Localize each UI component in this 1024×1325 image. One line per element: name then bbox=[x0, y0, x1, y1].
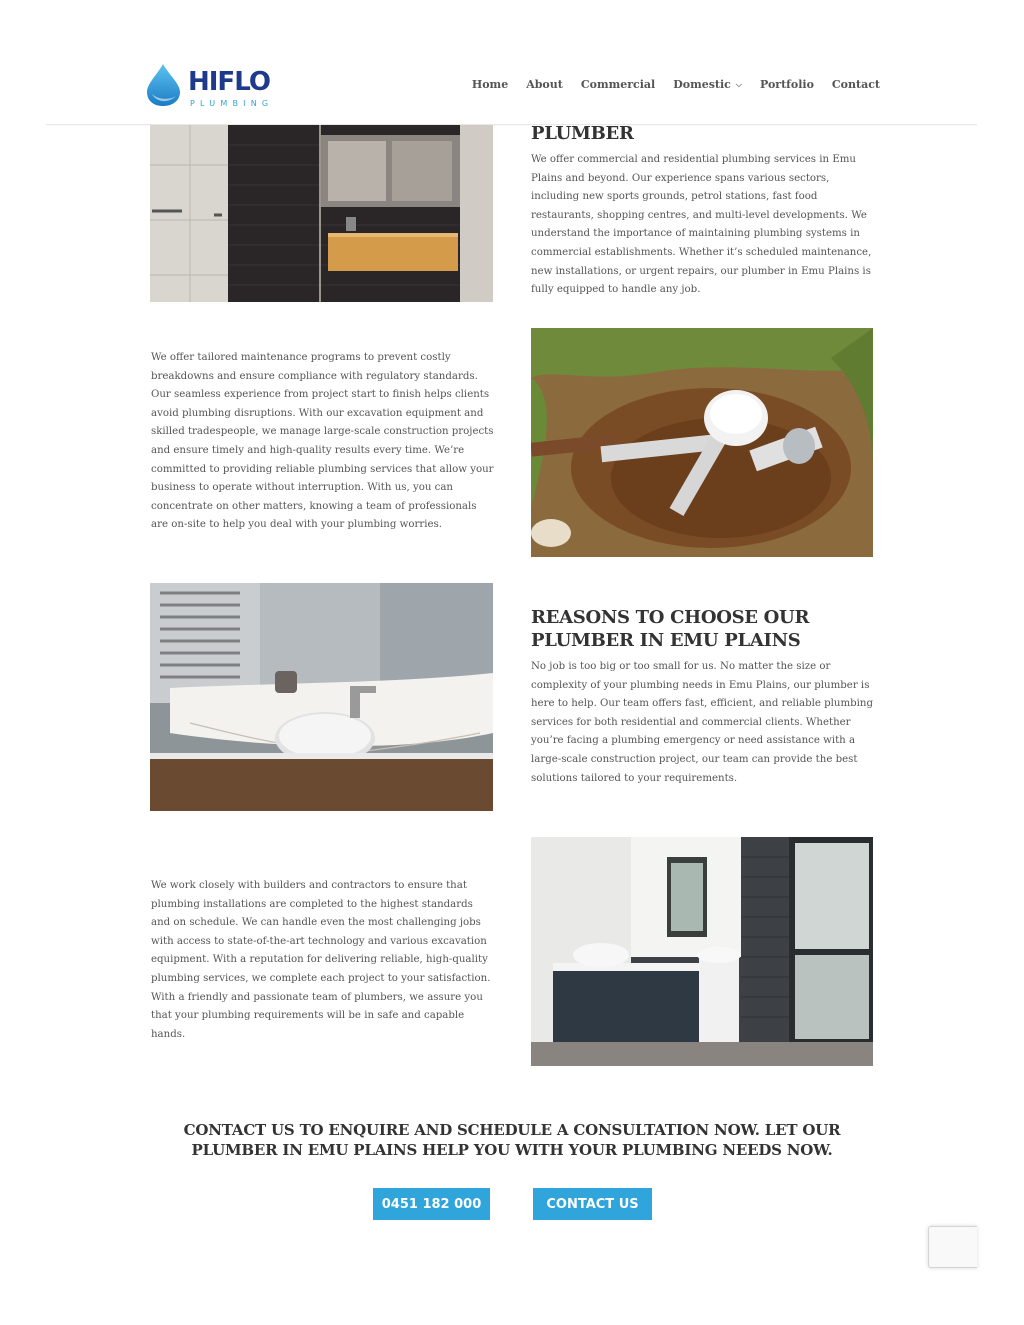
section-text-reasons: No job is too big or too small for us. No matter the size or complexity of your plumbing needs in Emu Plains, our plumber is here to help. Our team offers fast, efficient, and reliable plumbing services for both residential and commercial clients. Whether you’re facing a plumbing emergency or need assistance with a large-scale construction project, our team can provide the best solutions tailored to your requirements. bbox=[531, 661, 873, 784]
section-heading-plumber: PLUMBER bbox=[531, 123, 634, 144]
nav-domestic[interactable] bbox=[673, 78, 742, 91]
svg-text:PLUMBING: PLUMBING bbox=[190, 99, 274, 108]
section-text-maintenance: We offer tailored maintenance programs to prevent costly breakdowns and ensure compliance with regulatory standards. Our seamless experience from project start to finish helps clients avoid plumbing disruptions. With our excavation equipment and skilled tradespeople, we manage large-scale construction projects and ensure timely and high-quality results every time. We’re committed to providing reliable plumbing services that allow your business to operate without interruption. With us, you can concentrate on other matters, knowing a team of professionals are on-site to help you deal with your plumbing worries. bbox=[151, 352, 494, 531]
nav-domestic-label: Domestic bbox=[673, 78, 731, 91]
main-nav bbox=[454, 78, 880, 91]
section-text-commercial-residential: We offer commercial and residential plumbing services in Emu Plains and beyond. Our experience spans various sectors, including new sports grounds, petrol stations, fast food restaurants, shopping centres, and multi-level developments. We understand the importance of maintaining plumbing systems in commercial establishments. Whether it’s scheduled maintenance, new installations, or urgent repairs, our plumber in Emu Plains is fully equipped to handle any job. bbox=[531, 154, 872, 296]
phone-button[interactable]: 0451 182 000 bbox=[373, 1188, 490, 1220]
svg-text:HIFLO: HIFLO bbox=[188, 67, 270, 97]
shower-vanity-photo bbox=[150, 125, 493, 302]
nav-about[interactable]: About bbox=[526, 78, 563, 91]
marble-vanity-photo bbox=[150, 583, 493, 811]
cta-heading: CONTACT US TO ENQUIRE AND SCHEDULE A CONSULTATION NOW. LET OUR PLUMBER IN EMU PLAINS HELP YOU WITH YOUR PLUMBING NEEDS NOW. bbox=[183, 1121, 841, 1159]
excavation-pipe-photo bbox=[531, 328, 873, 557]
bathroom-window-photo bbox=[531, 837, 873, 1066]
logo-graphic bbox=[146, 60, 306, 110]
nav-contact[interactable]: Contact bbox=[831, 78, 880, 91]
recaptcha-badge[interactable] bbox=[928, 1226, 977, 1268]
section-text-builders: We work closely with builders and contractors to ensure that plumbing installations are completed to the highest standards and on schedule. We can handle even the most challenging jobs with access to state-of-the-art technology and various excavation equipment. With a reputation for delivering reliable, high-quality plumbing services, we complete each project to your satisfaction. With a friendly and passionate team of plumbers, we assure you that your plumbing requirements will be in safe and capable hands. bbox=[151, 880, 491, 1040]
contact-us-button[interactable]: CONTACT US bbox=[533, 1188, 652, 1220]
chevron-down-icon: ⌵ bbox=[735, 79, 742, 89]
nav-commercial[interactable]: Commercial bbox=[580, 78, 656, 91]
nav-portfolio[interactable]: Portfolio bbox=[759, 78, 814, 91]
section-heading-reasons: REASONS TO CHOOSE OUR PLUMBER IN EMU PLAINS bbox=[531, 607, 810, 651]
hiflo-logo[interactable] bbox=[146, 60, 306, 110]
nav-home[interactable]: Home bbox=[471, 78, 509, 91]
site-header bbox=[46, 46, 977, 125]
